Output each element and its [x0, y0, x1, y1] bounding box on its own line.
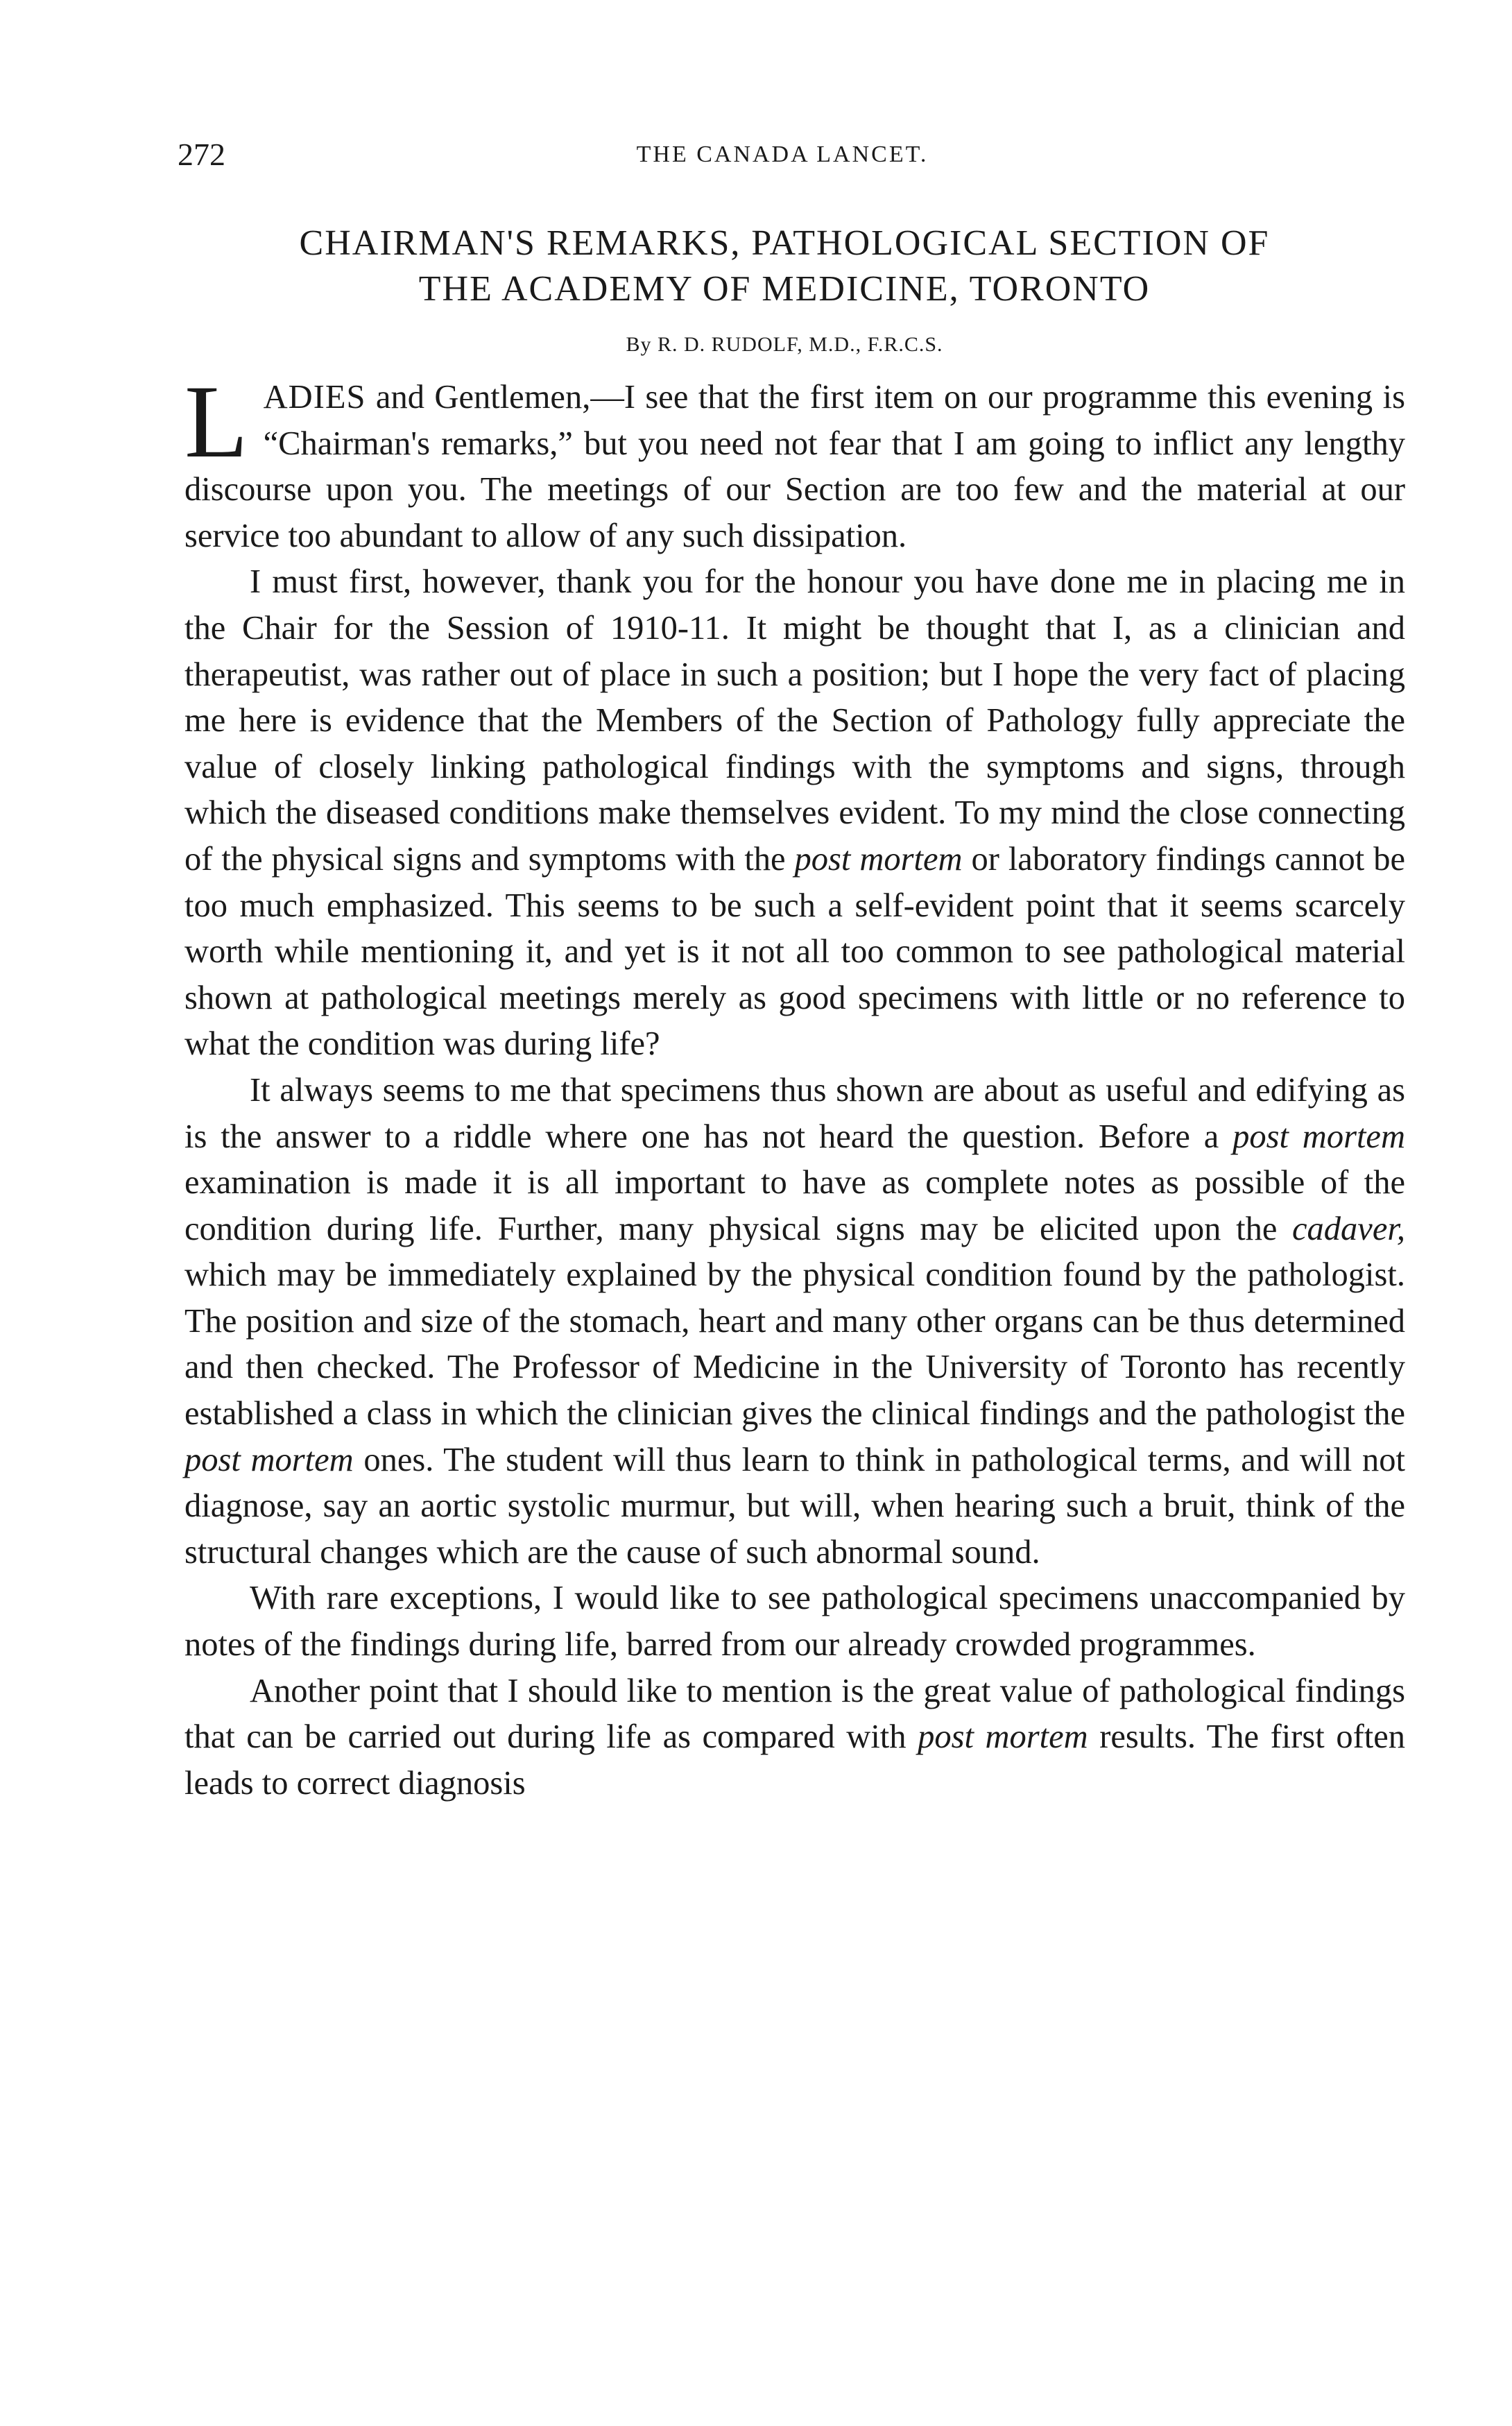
drop-cap: L: [184, 364, 248, 479]
paragraph-4-text: With rare exceptions, I would like to see pathological specimens unaccompanied by notes of the findings during life, barred from our already crowded programmes.: [184, 1580, 1405, 1664]
author-byline: By R. D. RUDOLF, M.D., F.R.C.S.: [626, 333, 943, 356]
paragraph-5-italic-1: post mortem: [918, 1718, 1088, 1756]
paragraph-5: [184, 1668, 1405, 1807]
paragraph-3: [184, 1068, 1405, 1576]
paragraph-2-text-a: I must first, however, thank you for the honour you have done me in placing me in the Chair for the Session of 1910-11. It might be thought that I, as a clinician and therapeutist, was rather out of place in such a position; but I hope the very fact of placing me here is evidence that the Members of the Section of Pathology fully appreciate the value of closely linking pathological findings with the symptoms and signs, through which the diseased conditions make themselves evident. To my mind the close connecting of the physical signs and symptoms with the: [184, 563, 1405, 878]
paragraph-5-text-b: results. The first often leads to correct diagnosis: [184, 1718, 1405, 1802]
paragraph-5-text-a: Another point that I should like to mention is the great value of pathological findings that can be carried out during life as compared with: [184, 1672, 1405, 1756]
paragraph-3-text-b: examination is made it is all important to have as complete notes as possible of the condition during life. Further, many physical signs may be elicited upon the: [184, 1164, 1405, 1247]
paragraph-4: [184, 1575, 1405, 1668]
paragraph-3-italic-2: cadaver,: [1292, 1210, 1405, 1247]
paragraph-2-italic-1: post mortem: [794, 840, 963, 878]
article-title-line-1: CHAIRMAN'S REMARKS, PATHOLOGICAL SECTION OF: [299, 223, 1270, 263]
running-head: [178, 136, 1387, 178]
paragraph-1-text: and Gentlemen,—I see that the first item on our programme this evening is “Chairman's remarks,” but you need not fear that I am going to inflict any lengthy discourse upon you. The meetings of our Section are too few and the material at our service too abundant to allow of any such dissipation.: [184, 379, 1405, 554]
paragraph-2-text-b: or laboratory findings cannot be too much emphasized. This seems to be such a self-evident point that it seems scarcely worth while mentioning it, and yet is it not all too common to see pathological material shown at pathological meetings merely as good specimens with little or no reference to what the condition was during life?: [184, 840, 1405, 1063]
paragraph-1: [184, 364, 1405, 559]
article-title: [178, 221, 1391, 312]
paragraph-3-italic-1: post mortem: [1232, 1118, 1405, 1155]
paragraph-3-text-d: ones. The student will thus learn to think in pathological terms, and will not diagnose, say an aortic systolic murmur, but will, when hearing such a bruit, think of the structural changes which are the cause of such abnormal sound.: [184, 1441, 1405, 1571]
opening-small-caps: ADIES: [263, 379, 366, 416]
paragraph-3-text-c: which may be immediately explained by the physical condition found by the pathologist. The position and size of the stomach, heart and many other organs can be thus determined and then checked. The Professor of Medicine in the University of Toronto has recently established a class in which the clinician gives the clinical findings and the pathologist the: [184, 1256, 1405, 1433]
journal-title: THE CANADA LANCET.: [636, 142, 929, 167]
paragraph-2: [184, 559, 1405, 1068]
article-body: [184, 364, 1405, 1806]
page-number: 272: [178, 137, 225, 172]
article-title-line-2: THE ACADEMY OF MEDICINE, TORONTO: [418, 269, 1151, 309]
paragraph-3-text-a: It always seems to me that specimens thus shown are about as useful and edifying as is the answer to a riddle where one has not heard the question. Before a: [184, 1071, 1405, 1155]
paragraph-3-italic-3: post mortem: [184, 1441, 354, 1478]
